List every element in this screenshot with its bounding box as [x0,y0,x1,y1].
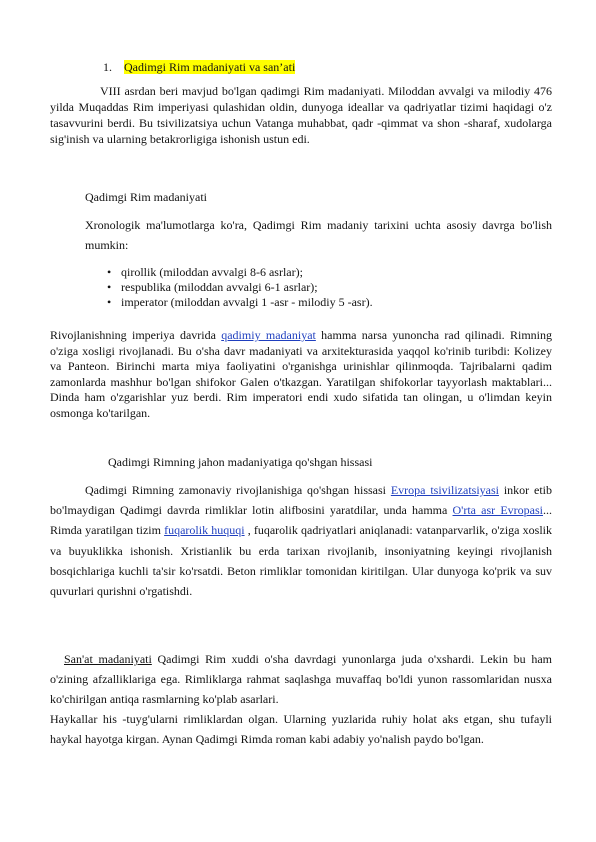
contribution-text-1: Qadimgi Rimning zamonaviy rivojlanishiga qo'shgan hissasi [85,483,391,497]
link-medieval-europe[interactable]: O'rta asr Evropasi [452,503,544,518]
list-item [103,295,543,310]
list-item [103,280,543,295]
art-paragraph [50,650,552,709]
period-label: qirollik (miloddan avvalgi 8-6 asrlar); [121,265,303,279]
heading-number: 1. [103,60,112,74]
intro-paragraph: VIII asrdan beri mavjud bo'lgan qadimgi Rim madaniyati. Miloddan avvalgi va milodiy 476 yilda Muqaddas Rim imperiyasi qulashidan oldin, dunyoga ideallar va qadriyatlar tizimi haqidagi o'z tasavvurini berdi. Bu tsivilizatsiya uchun Vatanga muhabbat, qadr -qimmat va shon -sharaf, xudolarga sig'inish va ularning betakrorligiga ishonish ustun edi. [50,84,552,146]
link-art-culture[interactable]: San'at madaniyati [64,652,152,666]
art-text: Qadimgi Rim xuddi o'sha davrdagi yunonlarga juda o'xshardi. Lekin bu ham o'zining afzalliklariga ega. Rimliklarga rahmat saqlashga muvaffaq bo'ldi yunon rassomlaridan nusxa ko'chirilgan antiqa rasmlarning ko'plab asarlari. [50,652,552,706]
development-text-after: hamma narsa yunoncha rad qilinadi. Rimning o'ziga xosligi rivojlanadi. Bu o'sha davr madaniyati va arxitekturasida yaqqol ko'rinib turibdi: Kolizey va Panteon. Birinchi marta miya faoliyatini o'rganishga urinishlar qilinmoqda. Tajribalarni qadim zamonlarda mashhur bo'lgan shifokor Galen o'tkazgan. Yaratilgan shifokorlar tayyorlash maktablari... Dinda ham o'zgarishlar yuz berdi. Rim imperatori endi xudo sifatida tan olingan, u o'limdan keyin osmonga ko'tarilgan. [50,328,552,420]
development-paragraph [50,328,552,422]
link-ancient-culture[interactable]: qadimiy madaniyat [221,328,316,342]
heading-text: Qadimgi Rim madaniyati va san’ati [124,60,296,74]
development-text-before: Rivojlanishning imperiya davrida [50,328,222,342]
subheading-contribution: Qadimgi Rimning jahon madaniyatiga qo'shgan hissasi [108,455,373,469]
period-label: imperator (miloddan avvalgi 1 -asr - milodiy 5 -asr). [121,295,373,309]
periods-list [103,265,543,310]
contribution-text-3: ... Rimda yaratilgan tizim [50,503,553,538]
contribution-paragraph [50,480,552,601]
contribution-text-2: inkor etib bo'lmaydigan Qadimgi davrda rimliklar lotin alifbosini yaratdilar, unda hamma [50,483,553,518]
subheading-ancient-rome-culture: Qadimgi Rim madaniyati [85,190,207,204]
link-civil-law[interactable]: fuqarolik huquqi [164,523,245,538]
bullet-icon: • [107,295,112,309]
link-european-civilization[interactable]: Evropa tsivilizatsiyasi [390,483,499,497]
sculpture-paragraph: Haykallar his -tuyg'ularni rimliklardan olgan. Ularning yuzlarida ruhiy holat aks etgan, shu tufayli haykal hayotga kirgan. Aynan Qadimgi Rimda roman kabi adabiy yo'nalish paydo bo'lgan. [50,712,552,746]
section-heading [103,60,523,74]
list-item [103,265,543,280]
bullet-icon: • [107,265,112,279]
contribution-text-4: , fuqarolik qadriyatlari aniqlanadi: vatanparvarlik, o'ziga xoslik va buyuklikka ishonish. Xristianlik bu erda tarixan rivojlanib, insoniyatning keyingi rivojlanish bosqichlariga kuchli ta'sir ko'rsatdi. Beton rimliklar tomonidan kiritilgan. Ular dunyoga ko'prik va suv quvurlari qurishni o'rgatishdi. [50,523,552,599]
period-label: respublika (miloddan avvalgi 6-1 asrlar); [121,280,318,294]
chronology-paragraph: Xronologik ma'lumotlarga ko'ra, Qadimgi Rim madaniy tarixini uchta asosiy davrga bo'lish mumkin: [85,218,552,252]
bullet-icon: • [107,280,112,294]
